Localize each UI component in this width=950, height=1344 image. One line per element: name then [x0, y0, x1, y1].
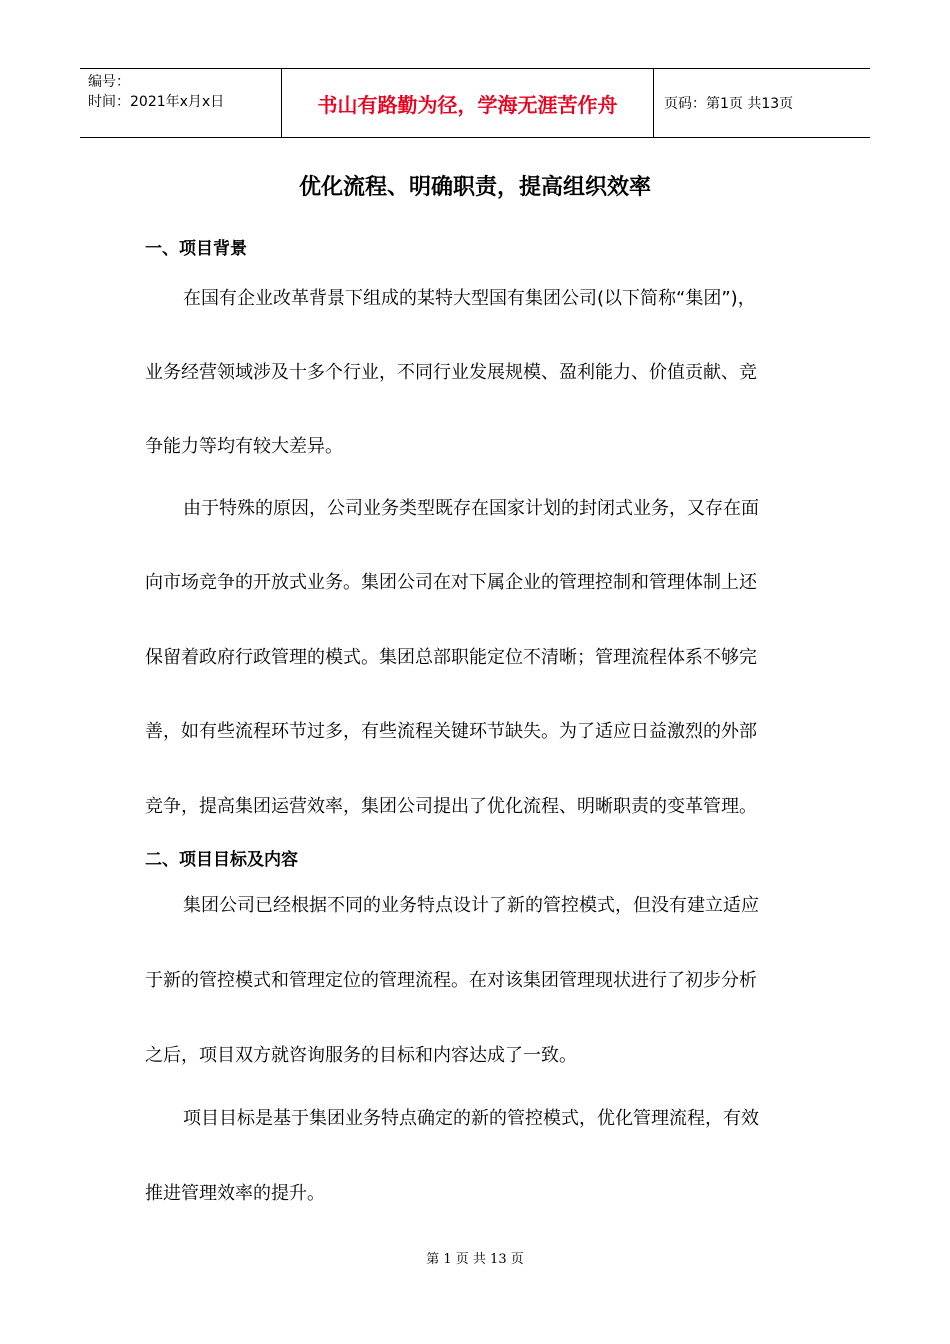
paragraph-line: 争能力等均有较大差异。	[145, 436, 343, 457]
paragraph-line: 业务经营领域涉及十多个行业，不同行业发展规模、盈利能力、价值贡献、竞	[145, 362, 757, 383]
header-page-info: 页码：第1页 共13页	[664, 96, 794, 112]
paragraph-line: 项目目标是基于集团业务特点确定的新的管控模式，优化管理流程，有效	[183, 1108, 759, 1129]
paragraph-line: 推进管理效率的提升。	[145, 1183, 325, 1204]
section-heading: 二、项目目标及内容	[145, 850, 298, 870]
number-label: 编号：	[88, 74, 130, 90]
paragraph-line: 保留着政府行政管理的模式。集团总部职能定位不清晰；管理流程体系不够完	[145, 647, 757, 668]
paragraph-line: 竞争，提高集团运营效率，集团公司提出了优化流程、明晰职责的变革管理。	[145, 796, 757, 817]
paragraph-line: 善，如有些流程环节过多，有些流程关键环节缺失。为了适应日益激烈的外部	[145, 721, 757, 742]
document-header	[80, 68, 870, 138]
paragraph-line: 向市场竞争的开放式业务。集团公司在对下属企业的管理控制和管理体制上还	[145, 572, 757, 593]
paragraph-line: 由于特殊的原因，公司业务类型既存在国家计划的封闭式业务，又存在面	[183, 498, 759, 519]
section-heading: 一、项目背景	[145, 239, 247, 259]
paragraph-line: 集团公司已经根据不同的业务特点设计了新的管控模式，但没有建立适应	[183, 895, 759, 916]
paragraph-line: 于新的管控模式和管理定位的管理流程。在对该集团管理现状进行了初步分析	[145, 970, 757, 991]
document-title: 优化流程、明确职责，提高组织效率	[298, 174, 651, 200]
time-label: 时间：2021年x月x日	[88, 94, 225, 110]
paragraph-line: 之后，项目双方就咨询服务的目标和内容达成了一致。	[145, 1045, 577, 1066]
page-footer: 第 1 页 共 13 页	[426, 1252, 524, 1267]
paragraph-line: 在国有企业改革背景下组成的某特大型国有集团公司(以下简称“集团”)，	[183, 288, 756, 309]
header-meta-cell	[80, 69, 281, 137]
header-motto: 书山有路勤为径，学海无涯苦作舟	[281, 69, 654, 137]
